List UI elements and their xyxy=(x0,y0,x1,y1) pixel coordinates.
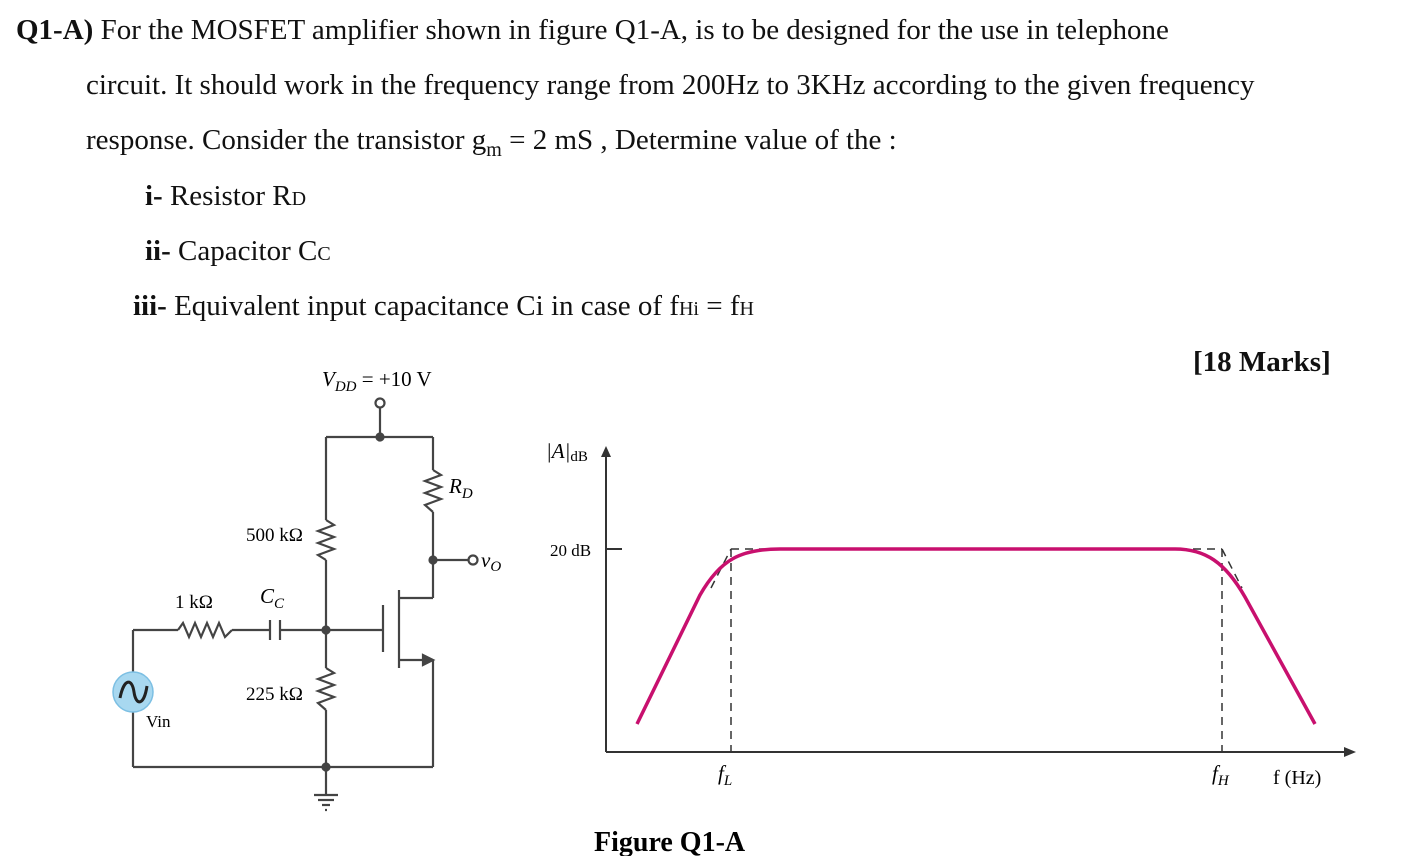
item-text-2: = f xyxy=(698,290,740,322)
marks-label: [18 Marks] xyxy=(1193,346,1331,378)
x-axis-arrow xyxy=(1344,747,1356,757)
vin-label: Vin xyxy=(146,712,171,731)
resistor-1k xyxy=(178,623,232,637)
item-subscript-2: H xyxy=(739,298,754,320)
resistor-rd xyxy=(425,470,441,512)
vdd-terminal xyxy=(376,399,385,408)
rs-label: 1 kΩ xyxy=(175,592,213,613)
response-curve xyxy=(637,549,1315,724)
y-axis-label: |A|dB xyxy=(546,439,588,465)
item-number: ii- xyxy=(145,235,171,267)
resistor-225k xyxy=(318,668,334,710)
midband-label: 20 dB xyxy=(550,541,592,560)
figure-caption: Figure Q1-A xyxy=(594,827,746,856)
cc-label: $C_C$ xyxy=(260,584,285,612)
vo-label: vO xyxy=(481,548,502,575)
r2-label: 225 kΩ xyxy=(246,684,303,705)
item-number: iii- xyxy=(133,290,167,322)
output-terminal xyxy=(469,556,478,565)
question-text-3a: response. Consider the transistor g xyxy=(86,124,487,156)
rd-label: $R_D$ xyxy=(449,474,473,502)
item-text: Resistor R xyxy=(169,180,292,212)
item-text: Equivalent input capacitance Ci in case of f xyxy=(174,290,679,322)
r1-label: 500 kΩ xyxy=(246,525,303,546)
mosfet-arrow xyxy=(423,655,433,665)
vdd-label: $V_{DD} = +10$ V xyxy=(322,367,432,395)
y-axis-arrow xyxy=(601,446,611,457)
question-text-2: circuit. It should work in the frequency range from 200Hz to 3KHz according to the given frequency xyxy=(86,69,1255,101)
question-text-1: For the MOSFET amplifier shown in figure Q1-A, is to be designed for the use in telephone xyxy=(100,14,1169,46)
gm-subscript: m xyxy=(486,138,502,161)
item-subscript: C xyxy=(317,243,331,265)
bode-plot xyxy=(546,439,1356,789)
item-subscript: D xyxy=(291,188,307,210)
fh-tick-label: $f_H$ xyxy=(1212,761,1229,789)
question-text-3b: = 2 mS , Determine value of the : xyxy=(501,124,897,156)
item-text: Capacitor C xyxy=(178,235,318,267)
item-subscript: Hi xyxy=(678,298,699,320)
item-number: i- xyxy=(145,180,163,212)
question-label: Q1-A) xyxy=(16,14,94,46)
fl-tick-label: $f_L$ xyxy=(718,761,733,789)
x-axis-label: f (Hz) xyxy=(1273,767,1322,789)
asymptotes xyxy=(711,549,1242,752)
resistor-500k xyxy=(318,520,334,560)
